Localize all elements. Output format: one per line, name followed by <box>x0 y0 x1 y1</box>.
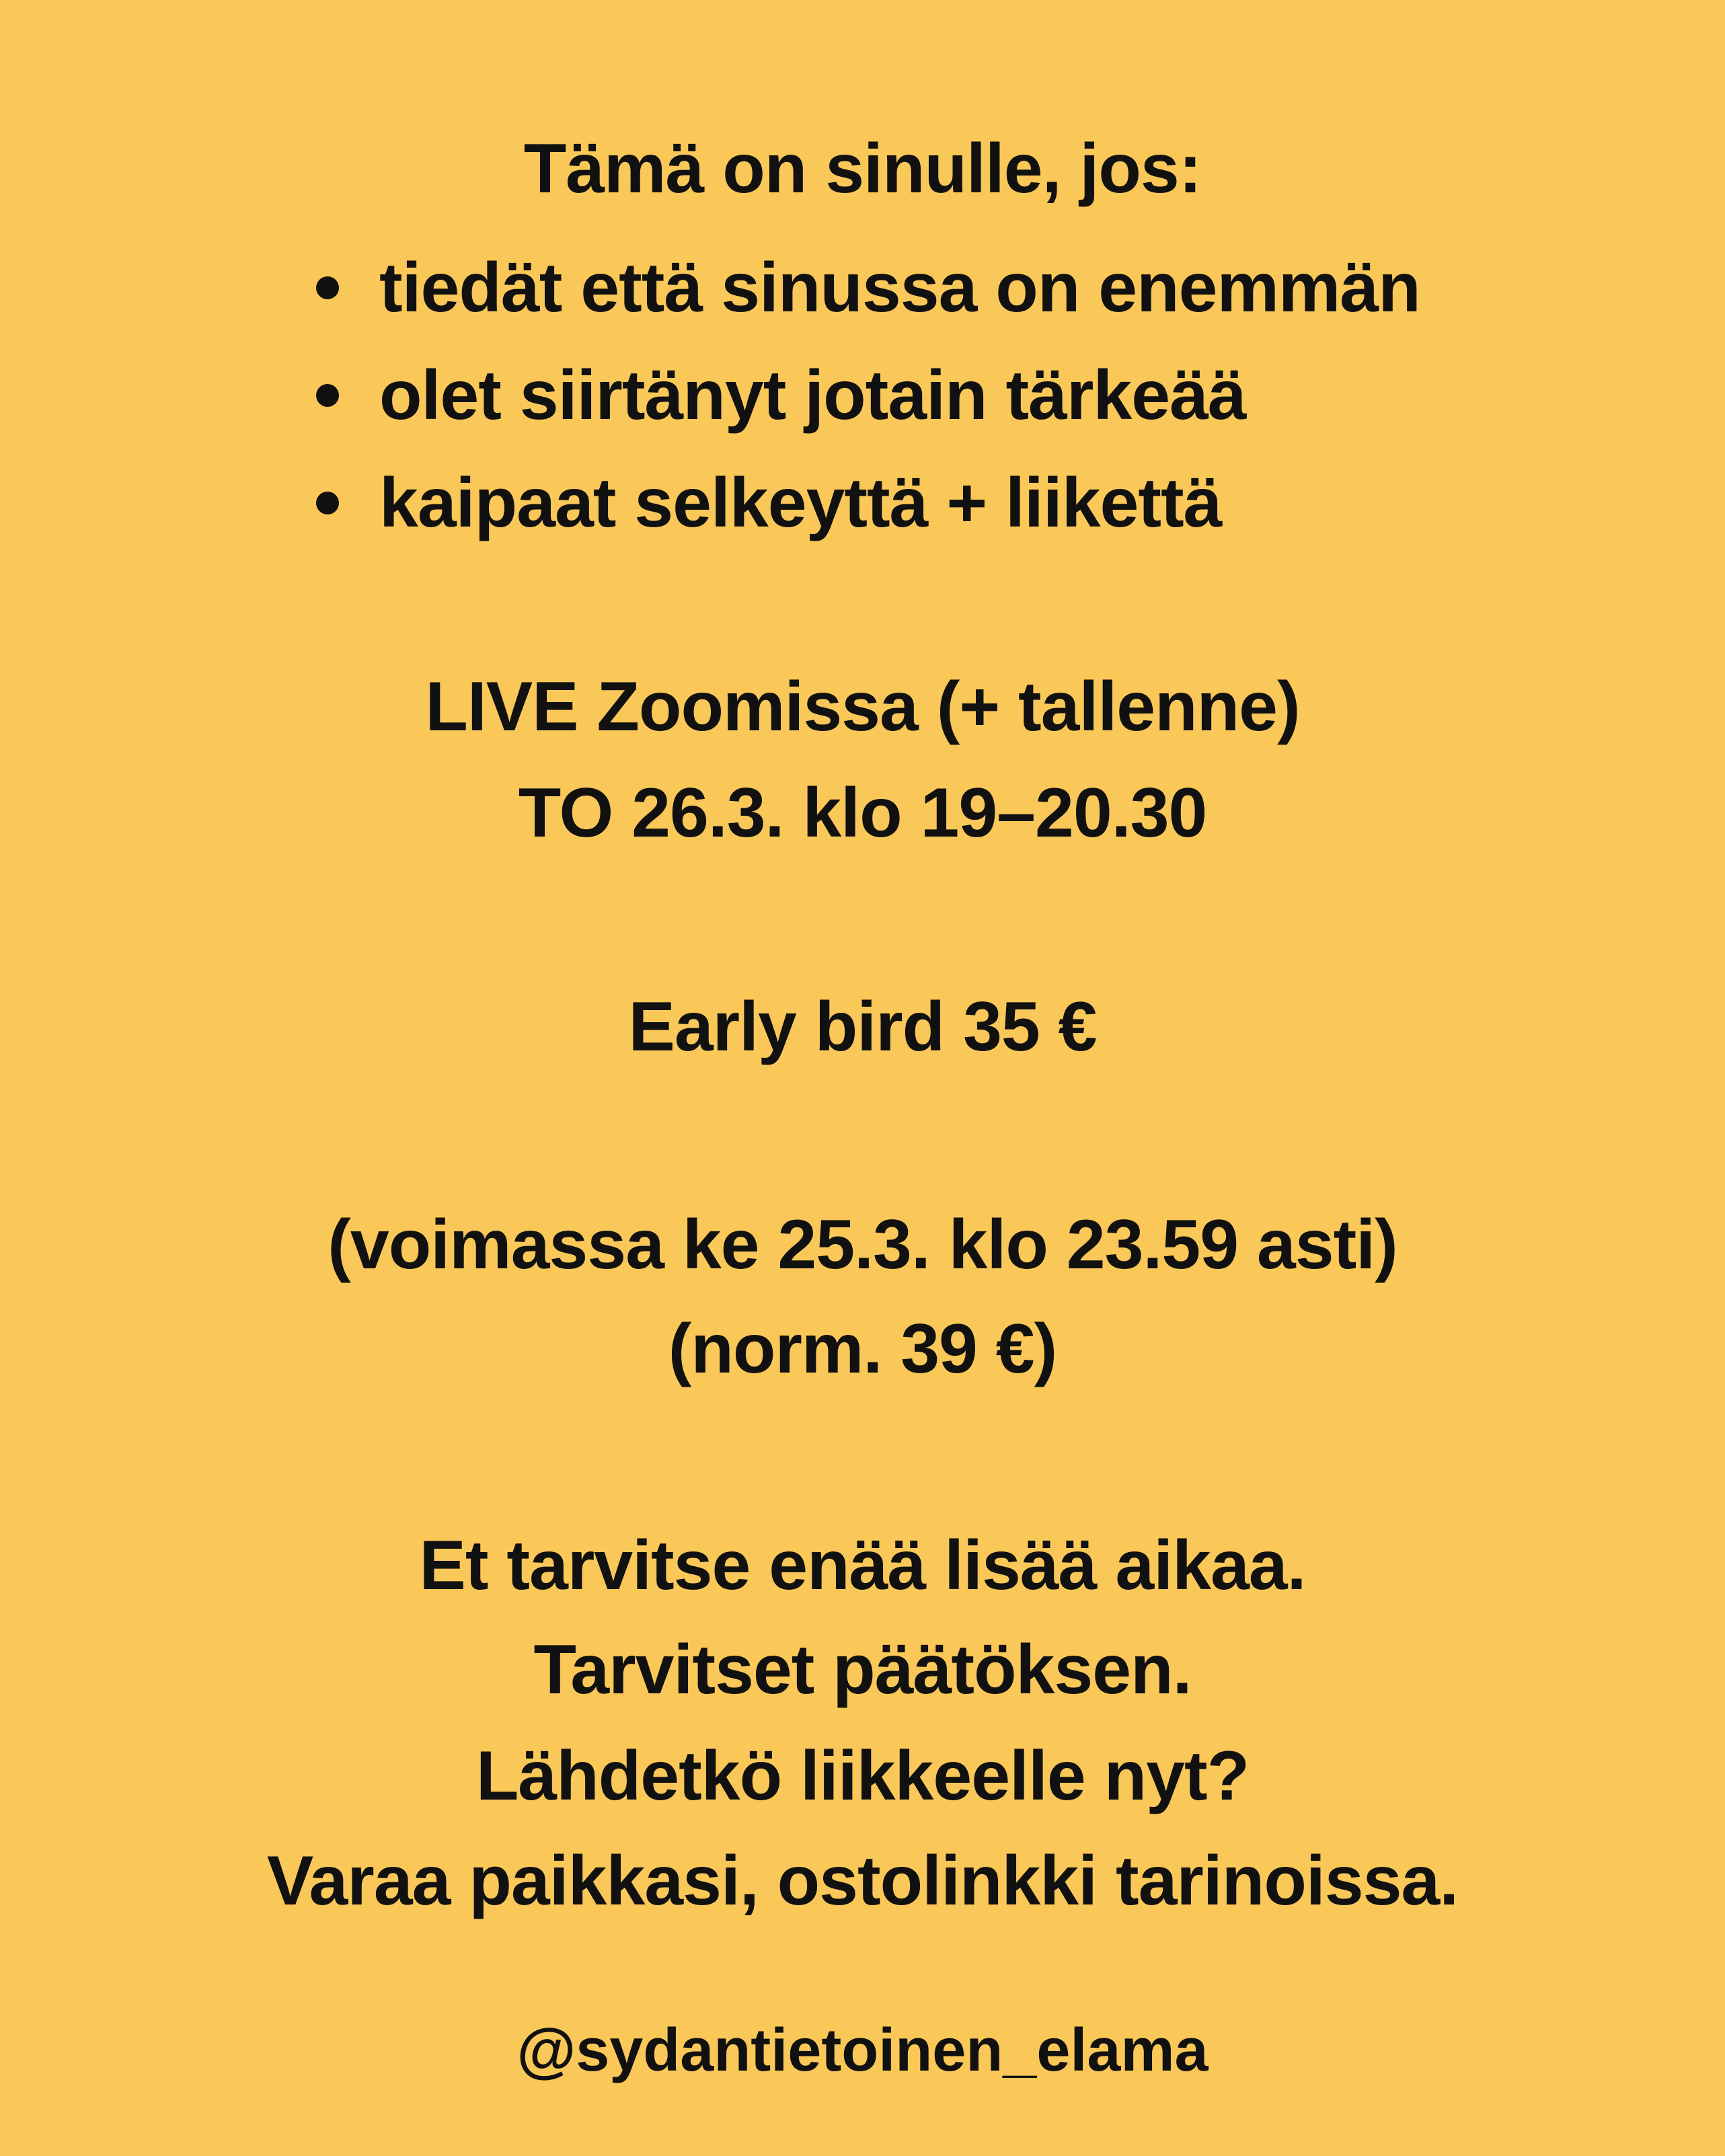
closing-line: Lähdetkö liikkeelle nyt? <box>475 1737 1250 1815</box>
call-to-action: Varaa paikkasi, ostolinkki tarinoissa. <box>266 1842 1459 1920</box>
bullet-dot-icon <box>316 276 339 299</box>
closing-line: Et tarvitse enää lisää aikaa. <box>419 1527 1306 1605</box>
bullet-item <box>316 342 1420 449</box>
event-datetime: TO 26.3. klo 19–20.30 <box>518 774 1207 852</box>
bullet-dot-icon <box>316 384 339 407</box>
bullet-item <box>316 234 1420 342</box>
bullet-item <box>316 449 1420 557</box>
bullet-dot-icon <box>316 492 339 514</box>
bullet-text: olet siirtänyt jotain tärkeää <box>379 356 1246 434</box>
intro-heading: Tämä on sinulle, jos: <box>523 130 1202 208</box>
bullet-text: kaipaat selkeyttä + liikettä <box>379 463 1222 542</box>
closing-line: Tarvitset päätöksen. <box>533 1631 1192 1709</box>
instagram-handle: @sydantietoinen_elama <box>516 2017 1209 2084</box>
event-format: LIVE Zoomissa (+ tallenne) <box>425 668 1300 746</box>
early-bird-validity: (voimassa ke 25.3. klo 23.59 asti) <box>328 1206 1397 1284</box>
normal-price: (norm. 39 €) <box>668 1310 1057 1388</box>
bullet-text: tiedät että sinussa on enemmän <box>379 248 1420 327</box>
early-bird-price: Early bird 35 € <box>628 988 1097 1066</box>
bullet-list <box>316 234 1420 557</box>
